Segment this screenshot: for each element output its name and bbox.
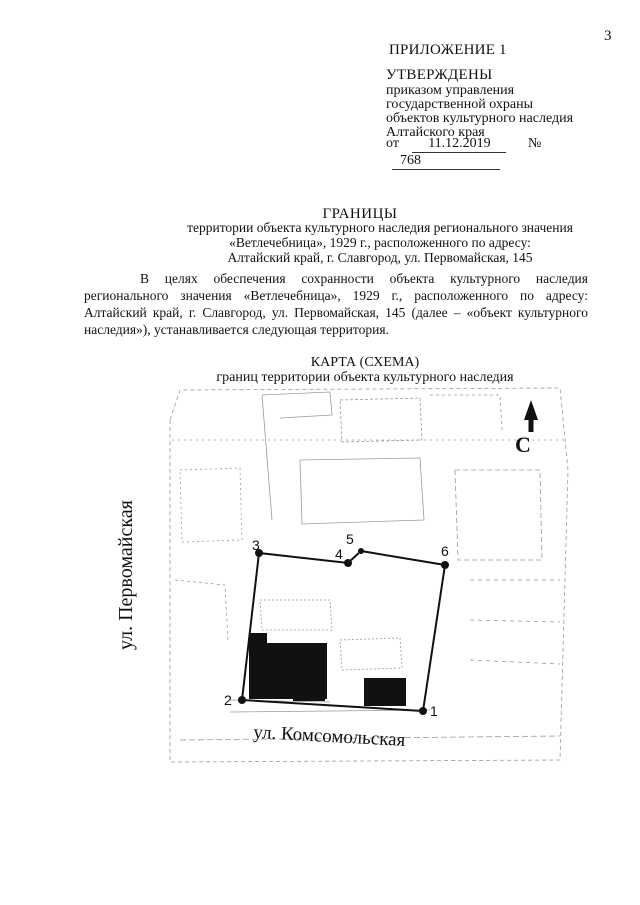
street-label-komsomolskaya: ул. Комсомольская [252, 722, 406, 751]
boundary-point [344, 559, 352, 567]
approved-line: приказом управления [386, 83, 515, 98]
approved-title: УТВЕРЖДЕНЫ [386, 67, 493, 83]
body-paragraph: В целях обеспечения сохранности объекта культурного наследия регионального значения «Ветлечебница», 1929 г., расположенного по адресу: Алтайский край, г. Славгород, ул. Первомайская, 145 (далее – «объект культурного наследия»), устанавливается следующая территория. [84, 271, 588, 337]
page-number: 3 [604, 28, 612, 44]
map-subtitle: границ территории объекта культурного наследия [216, 370, 514, 385]
north-arrow-icon [524, 400, 538, 432]
point-label-4: 4 [335, 546, 343, 562]
order-number-label: № [527, 136, 542, 151]
map-buildings [249, 633, 406, 706]
order-date: 11.12.2019 [412, 136, 506, 153]
order-from-label: от [386, 136, 399, 151]
point-label-5: 5 [346, 531, 354, 547]
approved-line: Алтайского края [386, 125, 485, 140]
boundary-point [419, 707, 427, 715]
street-label-pervomayskaya: ул. Первомайская [115, 500, 137, 650]
approved-line: объектов культурного наследия [386, 111, 574, 126]
boundary-point [238, 696, 246, 704]
boundary-point [441, 561, 449, 569]
north-label: С [515, 432, 531, 457]
approved-line: государственной охраны [386, 97, 534, 112]
order-number: 768 [392, 153, 500, 170]
boundary-point [358, 548, 364, 554]
building-block [293, 686, 325, 701]
point-label-3: 3 [252, 537, 260, 553]
point-label-1: 1 [430, 703, 438, 719]
appendix-label: ПРИЛОЖЕНИЕ 1 [389, 42, 507, 58]
point-label-6: 6 [441, 543, 449, 559]
subheading-line: «Ветлечебница», 1929 г., расположенного по адресу: [229, 235, 531, 250]
document-heading: ГРАНИЦЫ [322, 206, 398, 222]
map-title: КАРТА (СХЕМА) [310, 355, 420, 370]
subheading-line: территории объекта культурного наследия регионального значения [187, 220, 573, 235]
point-label-2: 2 [224, 692, 232, 708]
building-block [364, 678, 406, 706]
subheading-line: Алтайский край, г. Славгород, ул. Первомайская, 145 [227, 250, 533, 265]
